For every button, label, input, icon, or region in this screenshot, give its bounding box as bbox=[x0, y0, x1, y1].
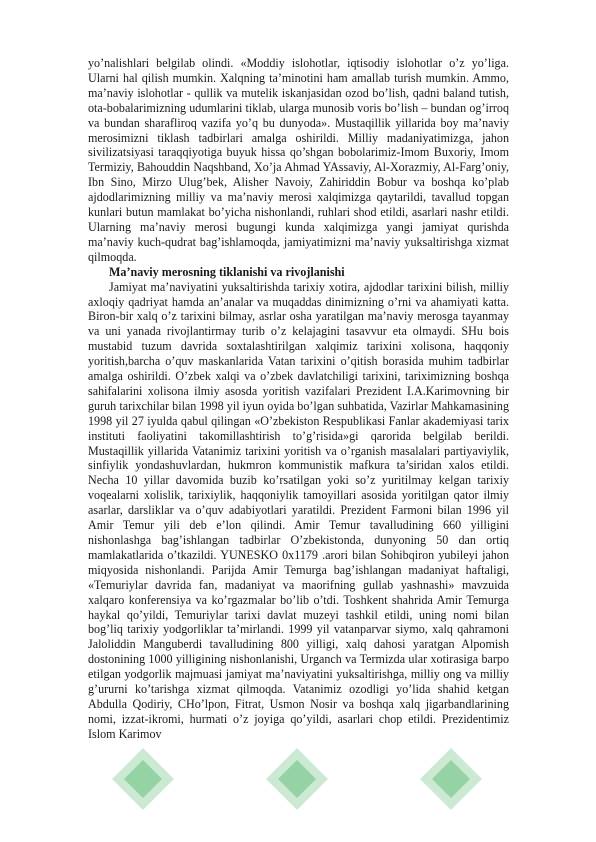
watermark-logo-icon bbox=[262, 744, 332, 814]
watermark-logo-icon bbox=[416, 744, 486, 814]
section-heading: Ma’naviy merosning tiklanishi va rivojlanishi bbox=[109, 264, 345, 279]
watermark-logo-icon bbox=[108, 744, 178, 814]
paragraph-intro: yo’nalishlari belgilab olindi. «Moddiy islohotlar, iqtisodiy islohotlar o’z yo’liga. Ularni hal qilish mumkin. Xalqning ta’minotini ham amallab turish mumkin. Ammo, ma’naviy islohotlar - qullik va mutelik iskanjasidan ozod bo’lish, qadni baland tutish, ota-bobalarimizning udumlarini tiklab, ularga munosib voris bo’lish – bundan og’irroq va bundan sharafliroq vazifa yo’q bu dunyoda». Mustaqillik yillarida boy ma’naviy merosimizni tiklash tadbirlari amalga oshirildi. Milliy madaniyatimizga, jahon sivilizatsiyasi taraqqiyotiga buyuk hissa qo’shgan bobolarimiz-Imom Buxoriy, Imom Termiziy, Bahouddin Naqshband, Xo’ja Ahmad YAssaviy, Al-Xorazmiy, Al-Farg’oniy, Ibn Sino, Mirzo Ulug’bek, Alisher Navoiy, Zahiriddin Bobur va boshqa ko’plab ajdodlarimizning milliy va ma’naviy merosi xalqimizga qaytarildi, tavallud topgan kunlari butun mamlakat bo’yicha nishonlandi, ruhlari shod etildi, asarlari nashr etildi. Ularning ma’naviy merosi bugungi kunda xalqimizga yangi jamiyat qurishda ma’naviy kuch-qudrat bag’ishlamoqda, jamiyatimizni ma’naviy yuksaltirishga xizmat qilmoqda. bbox=[88, 56, 509, 264]
paragraph-main: Jamiyat ma’naviyatini yuksaltirishda tarixiy xotira, ajdodlar tarixini bilish, milliy axloqiy qadriyat hamda an’analar va muqaddas dinimizning o’rni va ahamiyati katta. Biron-bir xalq o’z tarixini bilmay, asrlar osha yaratilgan ma’naviy merosga tayanmay va uni yanada rivojlantirmay turib o’z kelajagini tasavvur eta olmaydi. SHu bois mustabid tuzum davrida soxtalashtirilgan xalqimiz tarixini xolisona, haqqoniy yoritish,barcha o’quv maskanlarida Vatan tarixini o’qitish borasida muhim tadbirlar amalga oshirildi. O’zbek xalqi va o’zbek davlatchiligi tarixini, tariximizning boshqa sahifalarini xolisona ilmiy asosda yoritish vazifalari Prezident I.A.Karimovning bir guruh tarixchilar bilan 1998 yil iyun oyida bo’lgan suhbatida, Vazirlar Mahkamasining 1998 yil 27 iyulda qabul qilingan «O’zbekiston Respublikasi Fanlar akademiyasi tarix instituti faoliyatini takomillashtirish to’g’risida»gi qarorida belgilab berildi. Mustaqillik yillarida Vatanimiz tarixini yoritish va o’rganish masalalari partiyaviylik, sinfiylik yondashuvlardan, hukmron kommunistik mafkura ta’siridan xalos etildi. Necha 10 yillar davomida buzib ko’rsatilgan yoki so’z yuritilmay kelgan tarixiy voqealarni xolislik, tarixiylik, haqqoniylik tamoyillari asosida yoritilgan qator ilmiy asarlar, darsliklar va o’quv adabiyotlari yaratildi. Prezident Farmoni bilan 1996 yil Amir Temur yili deb e’lon qilindi. Amir Temur tavalludining 660 yilligini nishonlashga bag’ishlangan tadbirlar O’zbekistonda, dunyoning 50 dan ortiq mamlakatlarida o’tkazildi. YUNESKO 0x1179 .arori bilan Sohibqiron yubileyi jahon miqyosida nishonlandi. Parijda Amir Temurga bag’ishlangan madaniyat haftaligi, «Temuriylar davrida fan, madaniyat va maorifning gullab yashnashi» mavzuida xalqaro konferensiya va ko’rgazmalar bo’lib o’tdi. Toshkent shahrida Amir Temurga haykal qo’yildi, Temuriylar tarixi davlat muzeyi tashkil etildi, uning nomi bilan bog’liq tarixiy yodgorliklar ta’mirlandi. 1999 yil vatanparvar siymo, xalq qahramoni Jaloliddin Manguberdi tavalludining 800 yilligi, xalq dahosi yaratgan Alpomish dostonining 1000 yilligining nishonlanishi, Urganch va Termizda ular xotirasiga barpo etilgan yodgorlik majmuasi jamiyat ma’naviyatini yuksaltirishga, milliy ong va milliy g’ururni ko’tarishga xizmat qilmoqda. Vatanimiz ozodligi yo’lida shahid ketgan Abdulla Qodiriy, CHo’lpon, Fitrat, Usmon Nosir va boshqa xalq jigarbandlarining nomi, izzat-ikromi, hurmati o’z joyiga qo’yildi, asarlari chop etildi. Prezidentimiz Islom Karimov bbox=[88, 279, 509, 741]
body-text bbox=[88, 56, 509, 742]
